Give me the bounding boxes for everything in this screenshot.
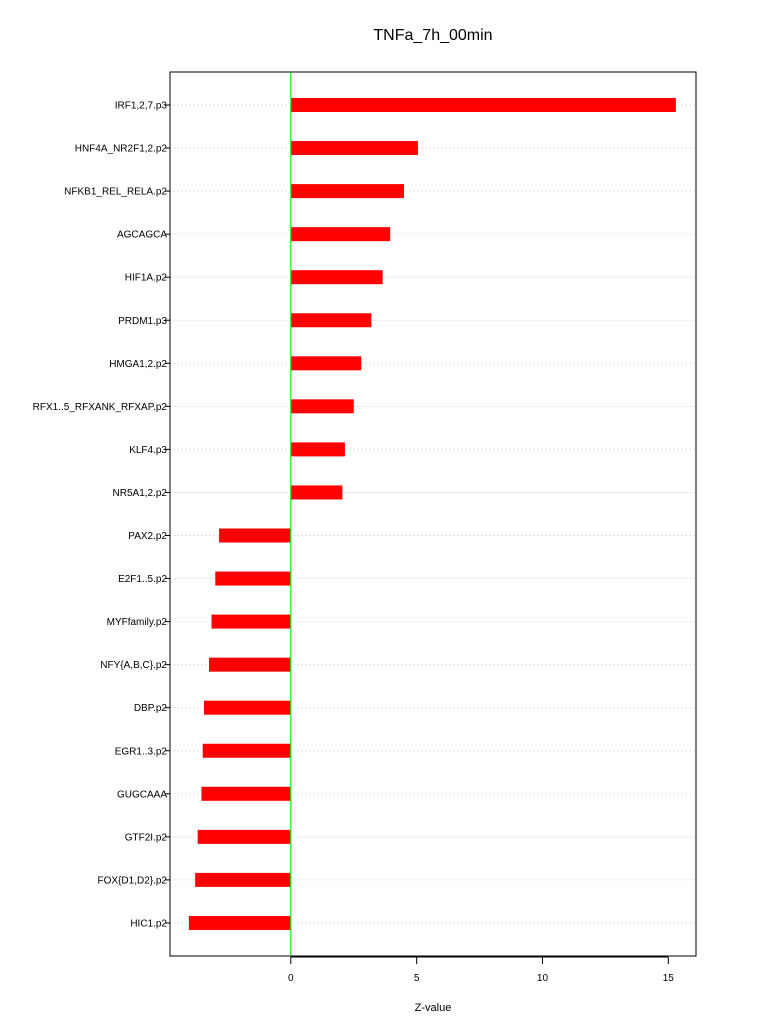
category-label: HNF4A_NR2F1,2.p2 [74, 143, 167, 155]
category-label: GUGCAAA [116, 789, 167, 801]
bar [291, 356, 361, 370]
x-tick-label: 10 [536, 973, 549, 984]
category-label: HIC1.p2 [130, 918, 167, 930]
category-label: IRF1,2,7.p3 [114, 100, 167, 112]
bar [291, 184, 404, 198]
bar [212, 615, 291, 629]
chart-title: TNFa_7h_00min [373, 27, 493, 44]
category-label: NFY{A,B,C}.p2 [100, 660, 167, 672]
category-label: AGCAGCA [116, 229, 167, 241]
bar [291, 485, 343, 499]
bar [195, 873, 291, 887]
category-label: NFKB1_REL_RELA.p2 [64, 186, 167, 198]
plot-frame [170, 72, 696, 956]
x-tick-label: 15 [662, 973, 674, 984]
category-label: NR5A1,2.p2 [112, 487, 167, 499]
bar [291, 141, 418, 155]
category-labels [33, 101, 170, 930]
bars [189, 98, 676, 930]
category-label: E2F1..5.p2 [118, 574, 167, 586]
bar [215, 572, 291, 586]
category-label: RFX1..5_RFXANK_RFXAP.p2 [32, 401, 167, 413]
bar [198, 830, 291, 844]
x-tick-label: 5 [413, 973, 420, 984]
bar [209, 658, 291, 672]
bar [189, 916, 291, 930]
bar [219, 529, 291, 543]
category-label: PAX2.p2 [128, 531, 167, 542]
bar [291, 227, 390, 241]
category-label: EGR1..3.p2 [114, 746, 167, 758]
bar [291, 270, 383, 284]
category-label: PRDM1.p3 [118, 315, 167, 327]
bar [203, 744, 291, 758]
bar [291, 399, 354, 413]
category-label: GTF2I.p2 [124, 832, 167, 844]
x-axis-label: Z-value [414, 1002, 452, 1014]
category-label: KLF4.p3 [129, 444, 167, 456]
category-label: MYFfamily.p2 [106, 617, 167, 629]
category-label: HIF1A.p2 [124, 272, 167, 284]
x-tick-label: 0 [288, 973, 294, 984]
category-label: FOX{D1,D2}.p2 [97, 875, 167, 887]
x-axis [288, 957, 674, 984]
bar [291, 98, 676, 112]
category-label: HMGA1,2.p2 [109, 358, 167, 370]
bar [201, 787, 290, 801]
bar [291, 313, 372, 327]
category-label: DBP.p2 [133, 703, 167, 715]
bar [291, 442, 345, 456]
bar [204, 701, 291, 715]
